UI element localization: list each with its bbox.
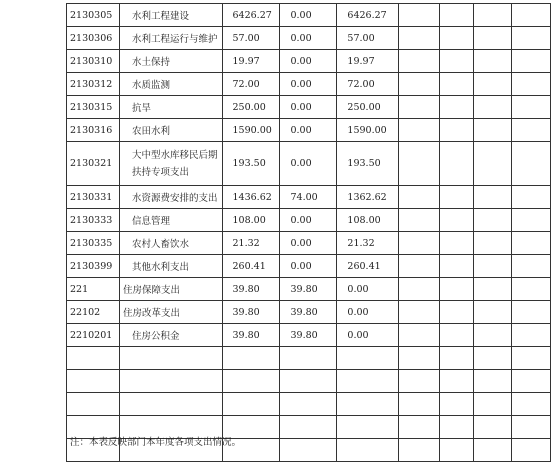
- blank-cell: [512, 50, 551, 73]
- basic-expenditure-cell: 0.00: [280, 119, 337, 142]
- account-code-cell: 2130331: [67, 186, 120, 209]
- blank-cell: [440, 232, 474, 255]
- blank-cell: [474, 255, 512, 278]
- blank-cell: [474, 96, 512, 119]
- blank-cell: [399, 324, 440, 347]
- blank-cell: [440, 142, 474, 186]
- blank-cell: [440, 370, 474, 393]
- blank-cell: [512, 439, 551, 462]
- basic-expenditure-cell: 39.80: [280, 278, 337, 301]
- item-name-cell: 信息管理: [119, 209, 222, 232]
- table-row: [67, 301, 551, 324]
- table-row: [67, 50, 551, 73]
- blank-cell: [440, 347, 474, 370]
- total-amount-cell: 6426.27: [222, 4, 280, 27]
- table-body: [67, 4, 551, 462]
- blank-cell: [512, 393, 551, 416]
- project-expenditure-cell: 0.00: [337, 324, 399, 347]
- basic-expenditure-cell: 39.80: [280, 301, 337, 324]
- total-amount-cell: 1436.62: [222, 186, 280, 209]
- blank-cell: [474, 301, 512, 324]
- account-code-cell: 2130321: [67, 142, 120, 186]
- total-amount-cell: 39.80: [222, 324, 280, 347]
- blank-cell: [512, 186, 551, 209]
- project-expenditure-cell: 1590.00: [337, 119, 399, 142]
- item-name-cell: 其他水利支出: [119, 255, 222, 278]
- project-expenditure-cell: 1362.62: [337, 186, 399, 209]
- blank-cell: [474, 347, 512, 370]
- total-amount-cell: 193.50: [222, 142, 280, 186]
- item-name-cell: 水资源费安排的支出: [119, 186, 222, 209]
- blank-cell: [512, 301, 551, 324]
- empty-table-row: [67, 370, 551, 393]
- blank-cell: [512, 370, 551, 393]
- project-expenditure-cell: 0.00: [337, 278, 399, 301]
- blank-cell: [440, 73, 474, 96]
- table-row: [67, 73, 551, 96]
- account-code-cell: 2130312: [67, 73, 120, 96]
- blank-cell: [399, 27, 440, 50]
- item-name-cell: 大中型水库移民后期扶持专项支出: [119, 142, 222, 186]
- item-name-cell: 抗旱: [119, 96, 222, 119]
- total-amount-cell: 72.00: [222, 73, 280, 96]
- project-expenditure-cell: 21.32: [337, 232, 399, 255]
- project-expenditure-cell: 57.00: [337, 27, 399, 50]
- basic-expenditure-cell: 0.00: [280, 255, 337, 278]
- project-expenditure-cell: [337, 370, 399, 393]
- item-name-cell: 农田水利: [119, 119, 222, 142]
- project-expenditure-cell: 0.00: [337, 301, 399, 324]
- blank-cell: [440, 393, 474, 416]
- blank-cell: [474, 73, 512, 96]
- blank-cell: [399, 416, 440, 439]
- basic-expenditure-cell: [280, 416, 337, 439]
- blank-cell: [474, 209, 512, 232]
- blank-cell: [474, 142, 512, 186]
- project-expenditure-cell: 19.97: [337, 50, 399, 73]
- project-expenditure-cell: 250.00: [337, 96, 399, 119]
- table-row: [67, 324, 551, 347]
- blank-cell: [440, 439, 474, 462]
- blank-cell: [440, 4, 474, 27]
- total-amount-cell: 108.00: [222, 209, 280, 232]
- blank-cell: [440, 96, 474, 119]
- blank-cell: [399, 278, 440, 301]
- account-code-cell: 221: [67, 278, 120, 301]
- table-row: [67, 209, 551, 232]
- total-amount-cell: 57.00: [222, 27, 280, 50]
- blank-cell: [440, 301, 474, 324]
- table-row: [67, 142, 551, 186]
- project-expenditure-cell: [337, 416, 399, 439]
- blank-cell: [512, 347, 551, 370]
- blank-cell: [512, 96, 551, 119]
- item-name-cell: [119, 347, 222, 370]
- table-row: [67, 232, 551, 255]
- table-row: [67, 4, 551, 27]
- blank-cell: [399, 301, 440, 324]
- item-name-cell: 住房改革支出: [119, 301, 222, 324]
- blank-cell: [474, 439, 512, 462]
- basic-expenditure-cell: 0.00: [280, 96, 337, 119]
- item-name-cell: 住房公积金: [119, 324, 222, 347]
- expenditure-table: [66, 3, 551, 462]
- blank-cell: [440, 186, 474, 209]
- basic-expenditure-cell: 0.00: [280, 50, 337, 73]
- table-row: [67, 27, 551, 50]
- blank-cell: [440, 27, 474, 50]
- basic-expenditure-cell: 0.00: [280, 27, 337, 50]
- blank-cell: [440, 416, 474, 439]
- table-row: [67, 96, 551, 119]
- blank-cell: [440, 255, 474, 278]
- total-amount-cell: 39.80: [222, 278, 280, 301]
- item-name-cell: 水质监测: [119, 73, 222, 96]
- account-code-cell: 2130306: [67, 27, 120, 50]
- blank-cell: [512, 119, 551, 142]
- empty-table-row: [67, 347, 551, 370]
- blank-cell: [474, 393, 512, 416]
- total-amount-cell: 1590.00: [222, 119, 280, 142]
- blank-cell: [399, 209, 440, 232]
- blank-cell: [512, 324, 551, 347]
- project-expenditure-cell: [337, 347, 399, 370]
- account-code-cell: 2130335: [67, 232, 120, 255]
- basic-expenditure-cell: 0.00: [280, 142, 337, 186]
- basic-expenditure-cell: [280, 393, 337, 416]
- blank-cell: [474, 119, 512, 142]
- project-expenditure-cell: 193.50: [337, 142, 399, 186]
- blank-cell: [474, 416, 512, 439]
- blank-cell: [399, 142, 440, 186]
- blank-cell: [512, 27, 551, 50]
- blank-cell: [399, 347, 440, 370]
- total-amount-cell: 260.41: [222, 255, 280, 278]
- account-code-cell: [67, 370, 120, 393]
- blank-cell: [399, 73, 440, 96]
- basic-expenditure-cell: 39.80: [280, 324, 337, 347]
- blank-cell: [399, 232, 440, 255]
- table-footnote: 注：本表反映部门本年度各项支出情况。: [70, 437, 242, 448]
- blank-cell: [512, 73, 551, 96]
- item-name-cell: 水土保持: [119, 50, 222, 73]
- project-expenditure-cell: 108.00: [337, 209, 399, 232]
- total-amount-cell: [222, 370, 280, 393]
- blank-cell: [440, 119, 474, 142]
- empty-table-row: [67, 393, 551, 416]
- blank-cell: [440, 50, 474, 73]
- item-name-cell: 水利工程建设: [119, 4, 222, 27]
- blank-cell: [512, 278, 551, 301]
- blank-cell: [474, 50, 512, 73]
- blank-cell: [399, 119, 440, 142]
- account-code-cell: 2130315: [67, 96, 120, 119]
- basic-expenditure-cell: [280, 439, 337, 462]
- blank-cell: [399, 393, 440, 416]
- blank-cell: [512, 416, 551, 439]
- account-code-cell: 2210201: [67, 324, 120, 347]
- basic-expenditure-cell: 0.00: [280, 232, 337, 255]
- blank-cell: [512, 4, 551, 27]
- item-name-cell: [119, 393, 222, 416]
- account-code-cell: [67, 347, 120, 370]
- total-amount-cell: 19.97: [222, 50, 280, 73]
- total-amount-cell: 250.00: [222, 96, 280, 119]
- table-row: [67, 278, 551, 301]
- blank-cell: [512, 209, 551, 232]
- blank-cell: [399, 255, 440, 278]
- blank-cell: [399, 96, 440, 119]
- blank-cell: [399, 4, 440, 27]
- table-row: [67, 119, 551, 142]
- blank-cell: [474, 278, 512, 301]
- blank-cell: [399, 370, 440, 393]
- total-amount-cell: 39.80: [222, 301, 280, 324]
- item-name-cell: 农村人畜饮水: [119, 232, 222, 255]
- blank-cell: [399, 439, 440, 462]
- blank-cell: [440, 209, 474, 232]
- blank-cell: [474, 232, 512, 255]
- project-expenditure-cell: [337, 393, 399, 416]
- basic-expenditure-cell: 0.00: [280, 73, 337, 96]
- basic-expenditure-cell: [280, 347, 337, 370]
- blank-cell: [474, 186, 512, 209]
- blank-cell: [474, 27, 512, 50]
- account-code-cell: 2130333: [67, 209, 120, 232]
- blank-cell: [440, 324, 474, 347]
- basic-expenditure-cell: [280, 370, 337, 393]
- account-code-cell: 2130305: [67, 4, 120, 27]
- blank-cell: [440, 278, 474, 301]
- table-row: [67, 255, 551, 278]
- account-code-cell: 2130310: [67, 50, 120, 73]
- blank-cell: [399, 50, 440, 73]
- total-amount-cell: [222, 347, 280, 370]
- total-amount-cell: [222, 393, 280, 416]
- blank-cell: [512, 255, 551, 278]
- blank-cell: [512, 232, 551, 255]
- project-expenditure-cell: [337, 439, 399, 462]
- blank-cell: [474, 370, 512, 393]
- account-code-cell: 22102: [67, 301, 120, 324]
- account-code-cell: 2130399: [67, 255, 120, 278]
- basic-expenditure-cell: 0.00: [280, 4, 337, 27]
- account-code-cell: [67, 393, 120, 416]
- project-expenditure-cell: 72.00: [337, 73, 399, 96]
- project-expenditure-cell: 6426.27: [337, 4, 399, 27]
- blank-cell: [474, 324, 512, 347]
- blank-cell: [399, 186, 440, 209]
- basic-expenditure-cell: 0.00: [280, 209, 337, 232]
- item-name-cell: 住房保障支出: [119, 278, 222, 301]
- project-expenditure-cell: 260.41: [337, 255, 399, 278]
- basic-expenditure-cell: 74.00: [280, 186, 337, 209]
- item-name-cell: [119, 370, 222, 393]
- blank-cell: [474, 4, 512, 27]
- item-name-cell: 水利工程运行与维护: [119, 27, 222, 50]
- blank-cell: [512, 142, 551, 186]
- total-amount-cell: 21.32: [222, 232, 280, 255]
- table-row: [67, 186, 551, 209]
- account-code-cell: 2130316: [67, 119, 120, 142]
